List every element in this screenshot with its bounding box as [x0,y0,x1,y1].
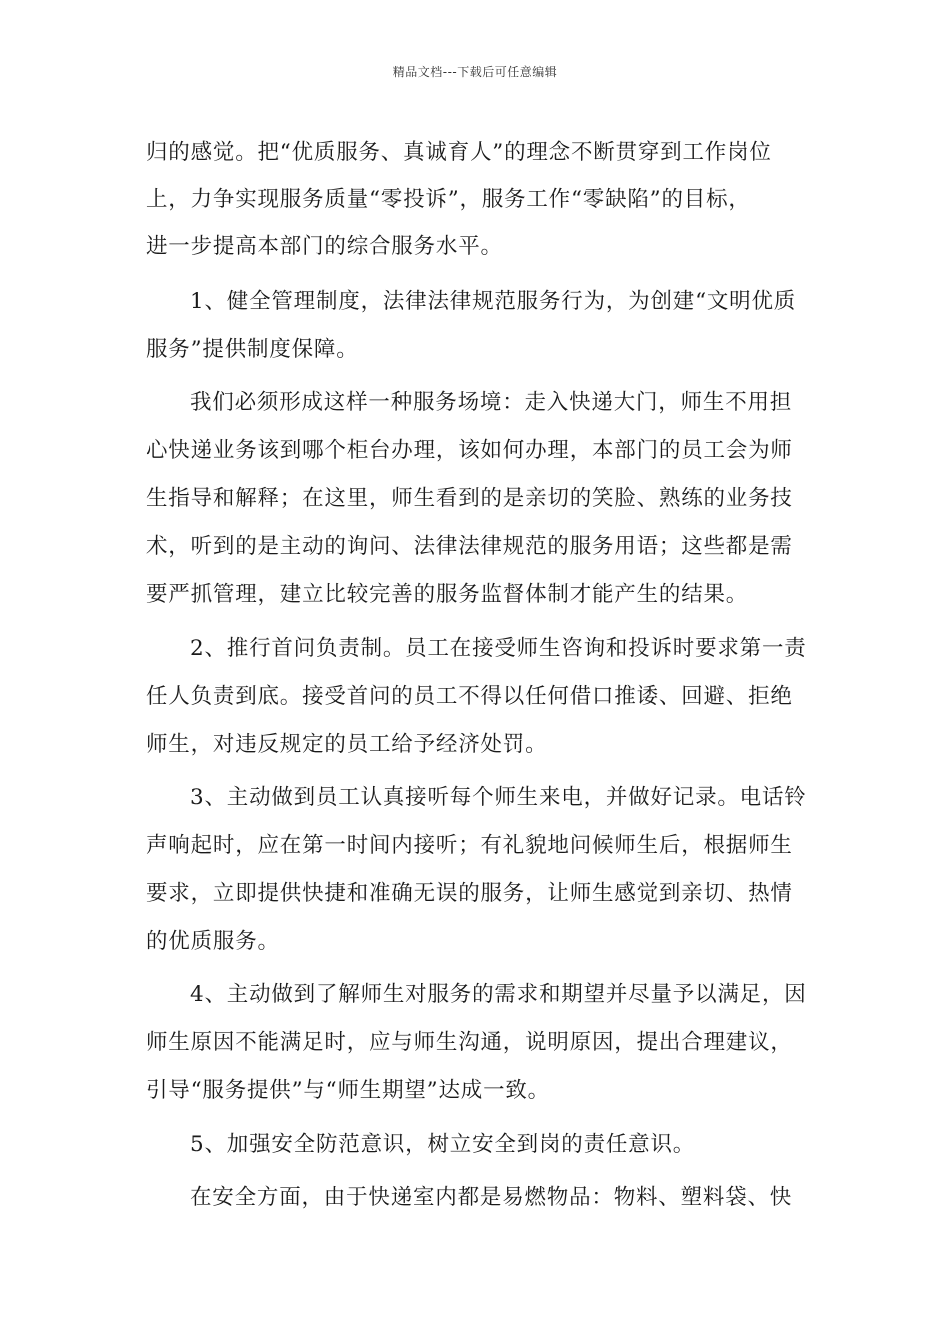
text-line: 服务”提供制度保障。 [146,337,359,362]
text-line: 声响起时，应在第一时间内接听；有礼貌地问候师生后，根据师生 [146,833,793,858]
text-line: 归的感觉。把“优质服务、真诚育人”的理念不断贯穿到工作岗位 [146,140,772,165]
text-line: 1、健全管理制度，法律法律规范服务行为，为创建“文明优质 [190,289,797,314]
text-line: 生指导和解释；在这里，师生看到的是亲切的笑脸、熟练的业务技 [146,486,793,511]
text-line: 4、主动做到了解师生对服务的需求和期望并尽量予以满足，因 [190,982,807,1007]
text-line: 任人负责到底。接受首问的员工不得以任何借口推诿、回避、拒绝 [146,684,793,709]
text-line: 心快递业务该到哪个柜台办理，该如何办理，本部门的员工会为师 [146,438,793,463]
text-line: 我们必须形成这样一种服务场境：走入快递大门，师生不用担 [190,390,793,415]
text-line: 引导“服务提供”与“师生期望”达成一致。 [146,1078,550,1103]
text-line: 术，听到的是主动的询问、法律法律规范的服务用语；这些都是需 [146,534,793,559]
text-line: 上，力争实现服务质量“零投诉”，服务工作“零缺陷”的目标， [146,187,751,212]
text-line: 的优质服务。 [146,929,280,954]
text-line: 2、推行首问负责制。员工在接受师生咨询和投诉时要求第一责 [190,636,807,661]
text-line: 师生原因不能满足时，应与师生沟通，说明原因，提出合理建议， [146,1030,793,1055]
page-header: 精品文档---下载后可任意编辑 [392,65,558,79]
text-line: 3、主动做到员工认真接听每个师生来电，并做好记录。电话铃 [190,785,807,810]
text-line: 5、加强安全防范意识，树立安全到岗的责任意识。 [190,1132,696,1157]
text-line: 要求，立即提供快捷和准确无误的服务，让师生感觉到亲切、热情 [146,881,793,906]
text-line: 在安全方面，由于快递室内都是易燃物品：物料、塑料袋、快 [190,1185,793,1210]
text-line: 进一步提高本部门的综合服务水平。 [146,234,503,259]
text-line: 师生，对违反规定的员工给予经济处罚。 [146,732,548,757]
text-line: 要严抓管理，建立比较完善的服务监督体制才能产生的结果。 [146,582,749,607]
